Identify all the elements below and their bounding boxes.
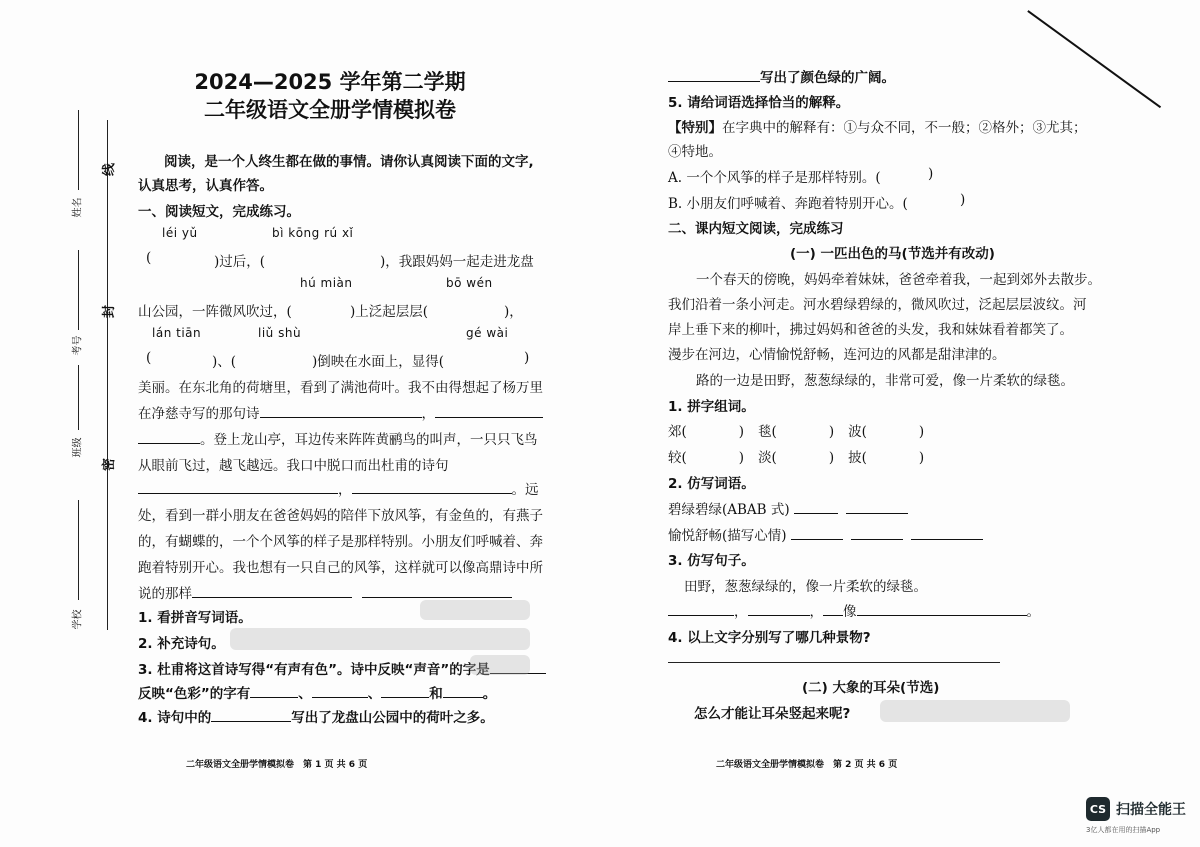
pinyin-humian: hú miàn (300, 276, 353, 290)
q4-blank[interactable] (211, 707, 291, 722)
passage-line1: 一个春天的傍晚，妈妈牵着妹妹，爸爸牵着我，一起到郊外去散步。 (696, 272, 1101, 288)
imitate-word-1-label: 碧绿碧绿(ABAB 式) (668, 502, 790, 518)
mark-close: 密 (102, 457, 118, 472)
right-question-3: 3. 仿写句子。 (668, 553, 755, 569)
scan-smudge (420, 600, 530, 620)
pinyin-bowen: bō wén (446, 276, 493, 290)
poem-blank-6[interactable] (192, 583, 352, 598)
scan-edge-line (1028, 10, 1162, 108)
watermark-brand: 扫描全能王 (1116, 802, 1186, 818)
camscanner-logo-icon: CS (1086, 797, 1110, 821)
section2-heading: 二、课内短文阅读，完成练习 (668, 221, 844, 237)
question-3-line2 (138, 682, 496, 702)
school-line (78, 500, 79, 600)
text-line5a: 在净慈寺写的那句诗 (138, 406, 260, 422)
mark-seal: 封 (102, 304, 118, 319)
scan-smudge (230, 628, 530, 650)
poem-blank-4[interactable] (138, 479, 338, 494)
intro-line2: 认真思考，认真作答。 (138, 178, 273, 194)
q5-option-a: A. 一个个风筝的样子是那样特别。( (668, 170, 881, 186)
right-question-4: 4. 以上文字分别写了哪几种景物? (668, 630, 871, 646)
imitate-blank-3[interactable] (791, 525, 843, 540)
r0-blank[interactable] (668, 67, 760, 82)
imitate-blank-2[interactable] (846, 499, 908, 514)
question-2: 2. 补充诗句。 (138, 636, 225, 652)
poem-blank-3[interactable] (138, 429, 200, 444)
comma: ， (809, 604, 823, 620)
watermark-tagline: 3亿人都在用的扫描App (1086, 826, 1161, 834)
passage-line2: 我们沿着一条小河走。河水碧绿碧绿的，微风吹过，泛起层层波纹。河 (668, 297, 1087, 313)
section1-heading: 一、阅读短文，完成练习。 (138, 204, 300, 220)
subsection-2-title: (二) 大象的耳朵(节选) (802, 680, 940, 696)
text-line12 (138, 582, 512, 602)
sentence-blank-2[interactable] (748, 601, 810, 616)
imitate-blank-4[interactable] (851, 525, 903, 540)
text-line8b: 。远 (511, 482, 539, 498)
passage-line5: 路的一边是田野，葱葱绿绿的，非常可爱，像一片柔软的绿毯。 (696, 373, 1074, 389)
text-line3b: )、( (212, 354, 237, 370)
scanner-watermark (1086, 797, 1186, 835)
question-3a: 3. 杜甫将这首诗写得“有声有色”。诗中反映“声音”的字是 (138, 662, 490, 678)
exam-no-label: 考号 (72, 335, 84, 356)
close-paren: ) (738, 450, 745, 466)
question-5: 5. 请给词语选择恰当的解释。 (668, 95, 850, 111)
close-paren: ) (738, 424, 745, 440)
word-bo: 波( (848, 424, 867, 440)
class-label: 班级 (72, 437, 84, 458)
q3-blank-color3[interactable] (381, 683, 429, 698)
q3-blank-color1[interactable] (250, 683, 298, 698)
mark-line: 线 (102, 162, 118, 177)
text-line4: 美丽。在东北角的荷塘里，看到了满池荷叶。我不由得想起了杨万里 (138, 380, 543, 396)
intro-line1: 阅读，是一个人终生都在做的事情。请你认真阅读下面的文字, (164, 154, 534, 170)
question-1: 1. 看拼音写词语。 (138, 610, 252, 626)
text-line2b: )上泛起层层( (350, 304, 429, 320)
text-line6 (138, 428, 538, 448)
question-3f: 。 (482, 686, 497, 702)
word-pi: 披( (848, 450, 867, 466)
binding-line (107, 120, 108, 630)
word-jiao: 郊( (668, 424, 687, 440)
passage-line3: 岸上垂下来的柳叶，拂过妈妈和爸爸的头发，我和妹妹看着都笑了。 (668, 322, 1073, 338)
period: 。 (1026, 604, 1040, 620)
title-line2: 二年级语文全册学情模拟卷 (204, 98, 456, 122)
imitate-word-2-label: 愉悦舒畅(描写心情) (668, 528, 787, 544)
sentence-blank-1[interactable] (668, 601, 734, 616)
pinyin-liushu: liǔ shù (258, 326, 302, 340)
imitate-sentence-blanks (668, 600, 1040, 620)
q5-option-b: B. 小朋友们呼喊着、奔跑着特别开心。( (668, 196, 908, 212)
q5-option-b-close: ) (960, 192, 966, 208)
pinyin-gewai: gé wài (466, 326, 509, 340)
name-line (78, 110, 79, 190)
word-dan: 淡( (758, 450, 777, 466)
right-question-1: 1. 拼字组词。 (668, 399, 755, 415)
right-line0 (668, 66, 895, 86)
question-4a: 4. 诗句中的 (138, 710, 212, 726)
right-line0-text: 写出了颜色绿的广阔。 (760, 70, 895, 86)
school-label: 学校 (72, 609, 84, 630)
word-tan: 毯( (758, 424, 777, 440)
q5-definition-2: ④特地。 (668, 144, 722, 160)
text-line5 (138, 402, 543, 422)
pinyin-bikongruxi: bì kōng rú xǐ (272, 226, 354, 240)
text-line9: 处，看到一群小朋友在爸爸妈妈的陪伴下放风筝，有金鱼的，有燕子 (138, 508, 543, 524)
imitate-blank-1[interactable] (794, 499, 838, 514)
right-question-5: 怎么才能让耳朵竖起来呢? (694, 706, 851, 722)
text-line1a: ( (146, 250, 152, 266)
poem-blank-2[interactable] (435, 403, 543, 418)
answer-line[interactable] (668, 662, 1000, 663)
question-3b: 反映“色彩”的字有 (138, 686, 251, 702)
text-line2c: )， (504, 304, 523, 320)
poem-blank-1[interactable] (260, 403, 422, 418)
imitate-word-2 (668, 524, 983, 544)
close-paren: ) (918, 424, 925, 440)
sentence-blank-3[interactable] (823, 601, 843, 616)
text-line1b: )过后，( (214, 254, 266, 270)
q5-definition (668, 116, 1087, 136)
sentence-blank-4[interactable] (857, 601, 1027, 616)
subsection-1-title: (一) 一匹出色的马(节选并有改动) (790, 246, 995, 262)
text-line5b: ， (421, 406, 435, 422)
close-paren: ) (828, 450, 835, 466)
title-line1: 2024—2025 学年第二学期 (194, 70, 466, 94)
text-line8a: ， (338, 482, 352, 498)
text-line1c: )，我跟妈妈一起走进龙盘 (380, 254, 534, 270)
right-footer: 二年级语文全册学情模拟卷 第 2 页 共 6 页 (716, 760, 898, 770)
passage-line4: 漫步在河边，心情愉悦舒畅，连河边的风都是甜津津的。 (668, 347, 1006, 363)
imitate-sentence-example: 田野，葱葱绿绿的，像一片柔软的绿毯。 (684, 579, 927, 595)
text-line6-text: 。登上龙山亭，耳边传来阵阵黄鹂鸟的叫声，一只只飞鸟 (200, 432, 538, 448)
scan-smudge (880, 700, 1070, 722)
imitate-blank-5[interactable] (911, 525, 983, 540)
scan-smudge (470, 655, 530, 675)
q5-option-a-close: ) (928, 166, 934, 182)
text-line12-text: 说的那样 (138, 586, 192, 602)
text-line3d: ) (524, 350, 530, 366)
right-question-2: 2. 仿写词语。 (668, 476, 755, 492)
question-3e: 和 (429, 686, 443, 702)
text-line10: 的，有蝴蝶的，一个个风筝的样子是那样特别。小朋友们呼喊着、奔 (138, 534, 543, 550)
question-4b: 写出了龙盘山公园中的荷叶之多。 (291, 710, 494, 726)
poem-blank-7[interactable] (362, 583, 512, 598)
close-paren: ) (918, 450, 925, 466)
question-4 (138, 706, 494, 726)
name-label: 姓名 (72, 197, 84, 218)
exam-no-line (78, 250, 79, 330)
text-line3a: ( (146, 350, 152, 366)
text-line11: 跑着特别开心。我也想有一只自己的风筝，这样就可以像高鼎诗中所 (138, 560, 543, 576)
text-line7: 从眼前飞过，越飞越远。我口中脱口而出杜甫的诗句 (138, 458, 449, 474)
text-line2a: 山公园，一阵微风吹过，( (138, 304, 292, 320)
close-paren: ) (828, 424, 835, 440)
pinyin-leiyu: léi yǔ (162, 226, 198, 240)
poem-blank-5[interactable] (352, 479, 512, 494)
word-jiao2: 较( (668, 450, 687, 466)
text-line3c: )倒映在水面上，显得( (312, 354, 445, 370)
text-line8 (138, 478, 539, 498)
q5-def-label: 【特别】 (668, 120, 722, 136)
q5-def-text: 在字典中的解释有：①与众不同，不一般；②格外；③尤其； (722, 120, 1087, 136)
pinyin-lantian: lán tiān (152, 326, 202, 340)
q3-blank-color2[interactable] (312, 683, 368, 698)
word-group-row2 (668, 446, 924, 466)
question-3c: 、 (298, 686, 312, 702)
q3-blank-color4[interactable] (443, 683, 483, 698)
word-group-row1 (668, 420, 924, 440)
imitate-word-1 (668, 498, 908, 518)
left-footer: 二年级语文全册学情模拟卷 第 1 页 共 6 页 (186, 760, 368, 770)
question-3d: 、 (367, 686, 382, 702)
class-line (78, 365, 79, 430)
like-word: 像 (843, 604, 857, 620)
comma: ， (734, 604, 748, 620)
